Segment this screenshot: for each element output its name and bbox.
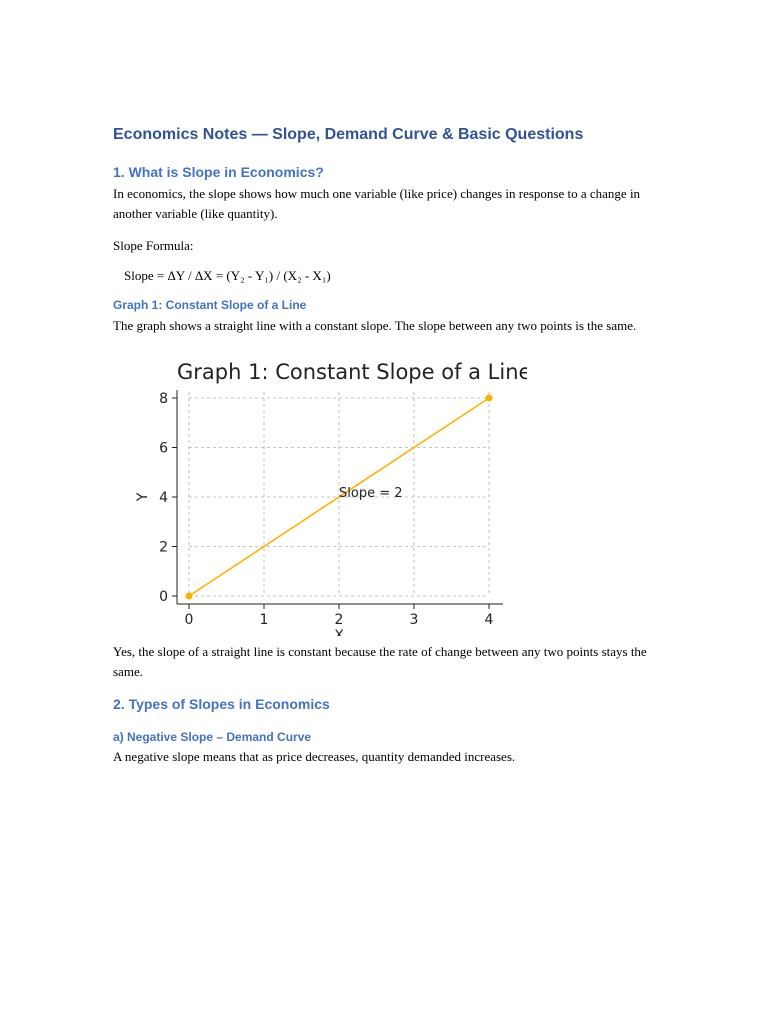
chart-ticks — [159, 391, 493, 628]
after-graph-text: Yes, the slope of a straight line is constant because the rate of change between any two points stays the same. — [113, 644, 647, 679]
document-title: Economics Notes — Slope, Demand Curve & Basic Questions — [113, 126, 584, 143]
x-tick-label: 4 — [484, 612, 494, 628]
section-1-heading: 1. What is Slope in Economics? — [113, 164, 324, 180]
slope-formula: Slope = ΔY / ΔX = (Y₂ - Y₁) / (X₂ - X₁) — [124, 268, 331, 283]
chart-y-axis-label: Y — [135, 492, 151, 502]
document-content — [113, 120, 658, 767]
y-tick-label: 2 — [159, 539, 168, 556]
x-tick-label: 0 — [184, 612, 194, 628]
y-tick-label: 6 — [159, 440, 168, 457]
section-2-heading: 2. Types of Slopes in Economics — [113, 696, 330, 712]
graph-1-svg — [127, 356, 527, 636]
y-tick-label: 4 — [159, 490, 168, 506]
y-tick-label: 0 — [159, 589, 168, 605]
formula-label: Slope Formula: — [113, 238, 194, 253]
section-2a-text: A negative slope means that as price decreases, quantity demanded increases. — [113, 749, 516, 764]
x-tick-label: 1 — [259, 612, 269, 628]
graph-1-chart — [127, 356, 527, 636]
section-2a-heading: a) Negative Slope – Demand Curve — [113, 730, 312, 744]
data-point — [486, 395, 493, 402]
chart-annotation: Slope = 2 — [339, 486, 403, 501]
chart-title: Graph 1: Constant Slope of a Line — [177, 360, 527, 384]
chart-x-axis-label: X — [334, 628, 344, 636]
graph-1-description: The graph shows a straight line with a constant slope. The slope between any two points is the same. — [113, 318, 637, 333]
y-tick-label: 8 — [159, 391, 168, 407]
x-tick-label: 2 — [334, 612, 344, 628]
x-tick-label: 3 — [409, 612, 419, 628]
graph-1-heading: Graph 1: Constant Slope of a Line — [113, 298, 307, 312]
section-1-intro: In economics, the slope shows how much one variable (like price) changes in response to a change in another variable (like quantity). — [113, 186, 641, 221]
data-point — [186, 593, 193, 600]
